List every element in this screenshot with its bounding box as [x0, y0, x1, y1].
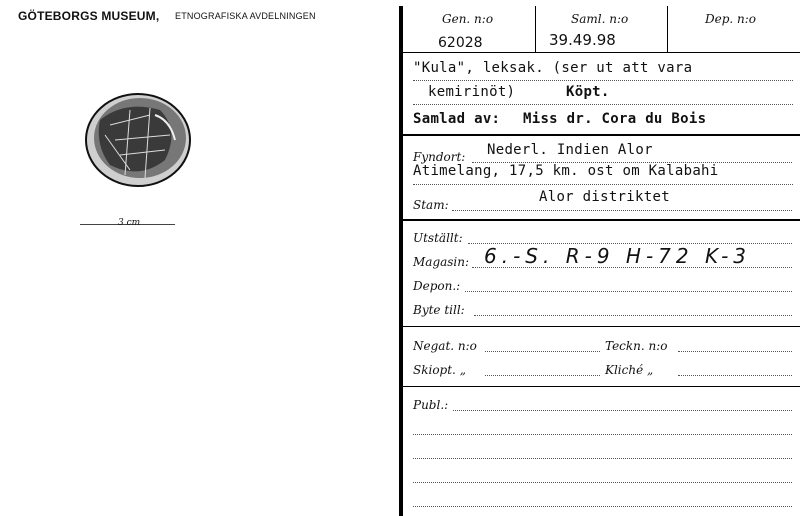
depon-label: Depon.: — [413, 279, 461, 293]
dotted-line — [465, 291, 792, 292]
teckn-label: Teckn. n:o — [605, 339, 668, 353]
dotted-line — [485, 351, 600, 352]
saml-label: Saml. n:o — [571, 12, 629, 26]
row-divider — [403, 386, 800, 387]
stam-label: Stam: — [413, 198, 449, 212]
dotted-line — [413, 80, 793, 81]
card-left-border — [399, 6, 403, 516]
scale-label: 3 cm — [118, 218, 141, 228]
purchased-note: Köpt. — [566, 84, 610, 100]
collected-by-value: Miss dr. Cora du Bois — [523, 111, 707, 127]
kliche-label: Kliché „ — [605, 363, 654, 377]
dotted-line — [485, 375, 600, 376]
description-line-2: kemirinöt) — [428, 84, 516, 100]
dotted-line — [413, 458, 792, 459]
fyndort-line-1: Nederl. Indien Alor — [487, 142, 653, 158]
magasin-label: Magasin: — [413, 255, 470, 269]
fyndort-line-2: Atimelang, 17,5 km. ost om Kalabahi — [413, 163, 719, 179]
fyndort-label: Fyndort: — [413, 150, 466, 164]
saml-value: 39.49.98 — [549, 31, 616, 49]
negat-label: Negat. n:o — [413, 339, 477, 353]
dotted-line — [472, 267, 792, 268]
dotted-line — [413, 506, 792, 507]
row-divider — [403, 326, 800, 327]
byte-label: Byte till: — [413, 303, 465, 317]
dotted-line — [413, 184, 793, 185]
utstallt-label: Utställt: — [413, 231, 463, 245]
publ-label: Publ.: — [413, 398, 449, 412]
gen-label: Gen. n:o — [442, 12, 494, 26]
stam-value: Alor distriktet — [539, 189, 670, 205]
dotted-line — [474, 315, 792, 316]
dep-label: Dep. n:o — [705, 12, 757, 26]
column-divider — [535, 6, 536, 52]
row-divider — [403, 219, 800, 221]
nut-drawing — [70, 80, 210, 200]
collected-by-label: Samlad av: — [413, 111, 501, 127]
row-divider — [403, 134, 800, 136]
dotted-line — [453, 410, 792, 411]
dotted-line — [678, 351, 792, 352]
gen-value: 62028 — [438, 35, 483, 51]
dotted-line — [413, 104, 793, 105]
dotted-line — [413, 434, 792, 435]
skiopt-label: Skiopt. „ — [413, 363, 466, 377]
description-line-1: "Kula", leksak. (ser ut att vara — [413, 60, 693, 76]
magasin-value: 6.-S. R-9 H-72 K-3 — [484, 244, 752, 268]
museum-name: GÖTEBORGS MUSEUM, — [18, 9, 160, 23]
column-divider — [667, 6, 668, 52]
department-name: ETNOGRAFISKA AVDELNINGEN — [175, 11, 316, 21]
dotted-line — [413, 482, 792, 483]
dotted-line — [452, 210, 792, 211]
row-divider — [403, 52, 800, 53]
dotted-line — [678, 375, 792, 376]
